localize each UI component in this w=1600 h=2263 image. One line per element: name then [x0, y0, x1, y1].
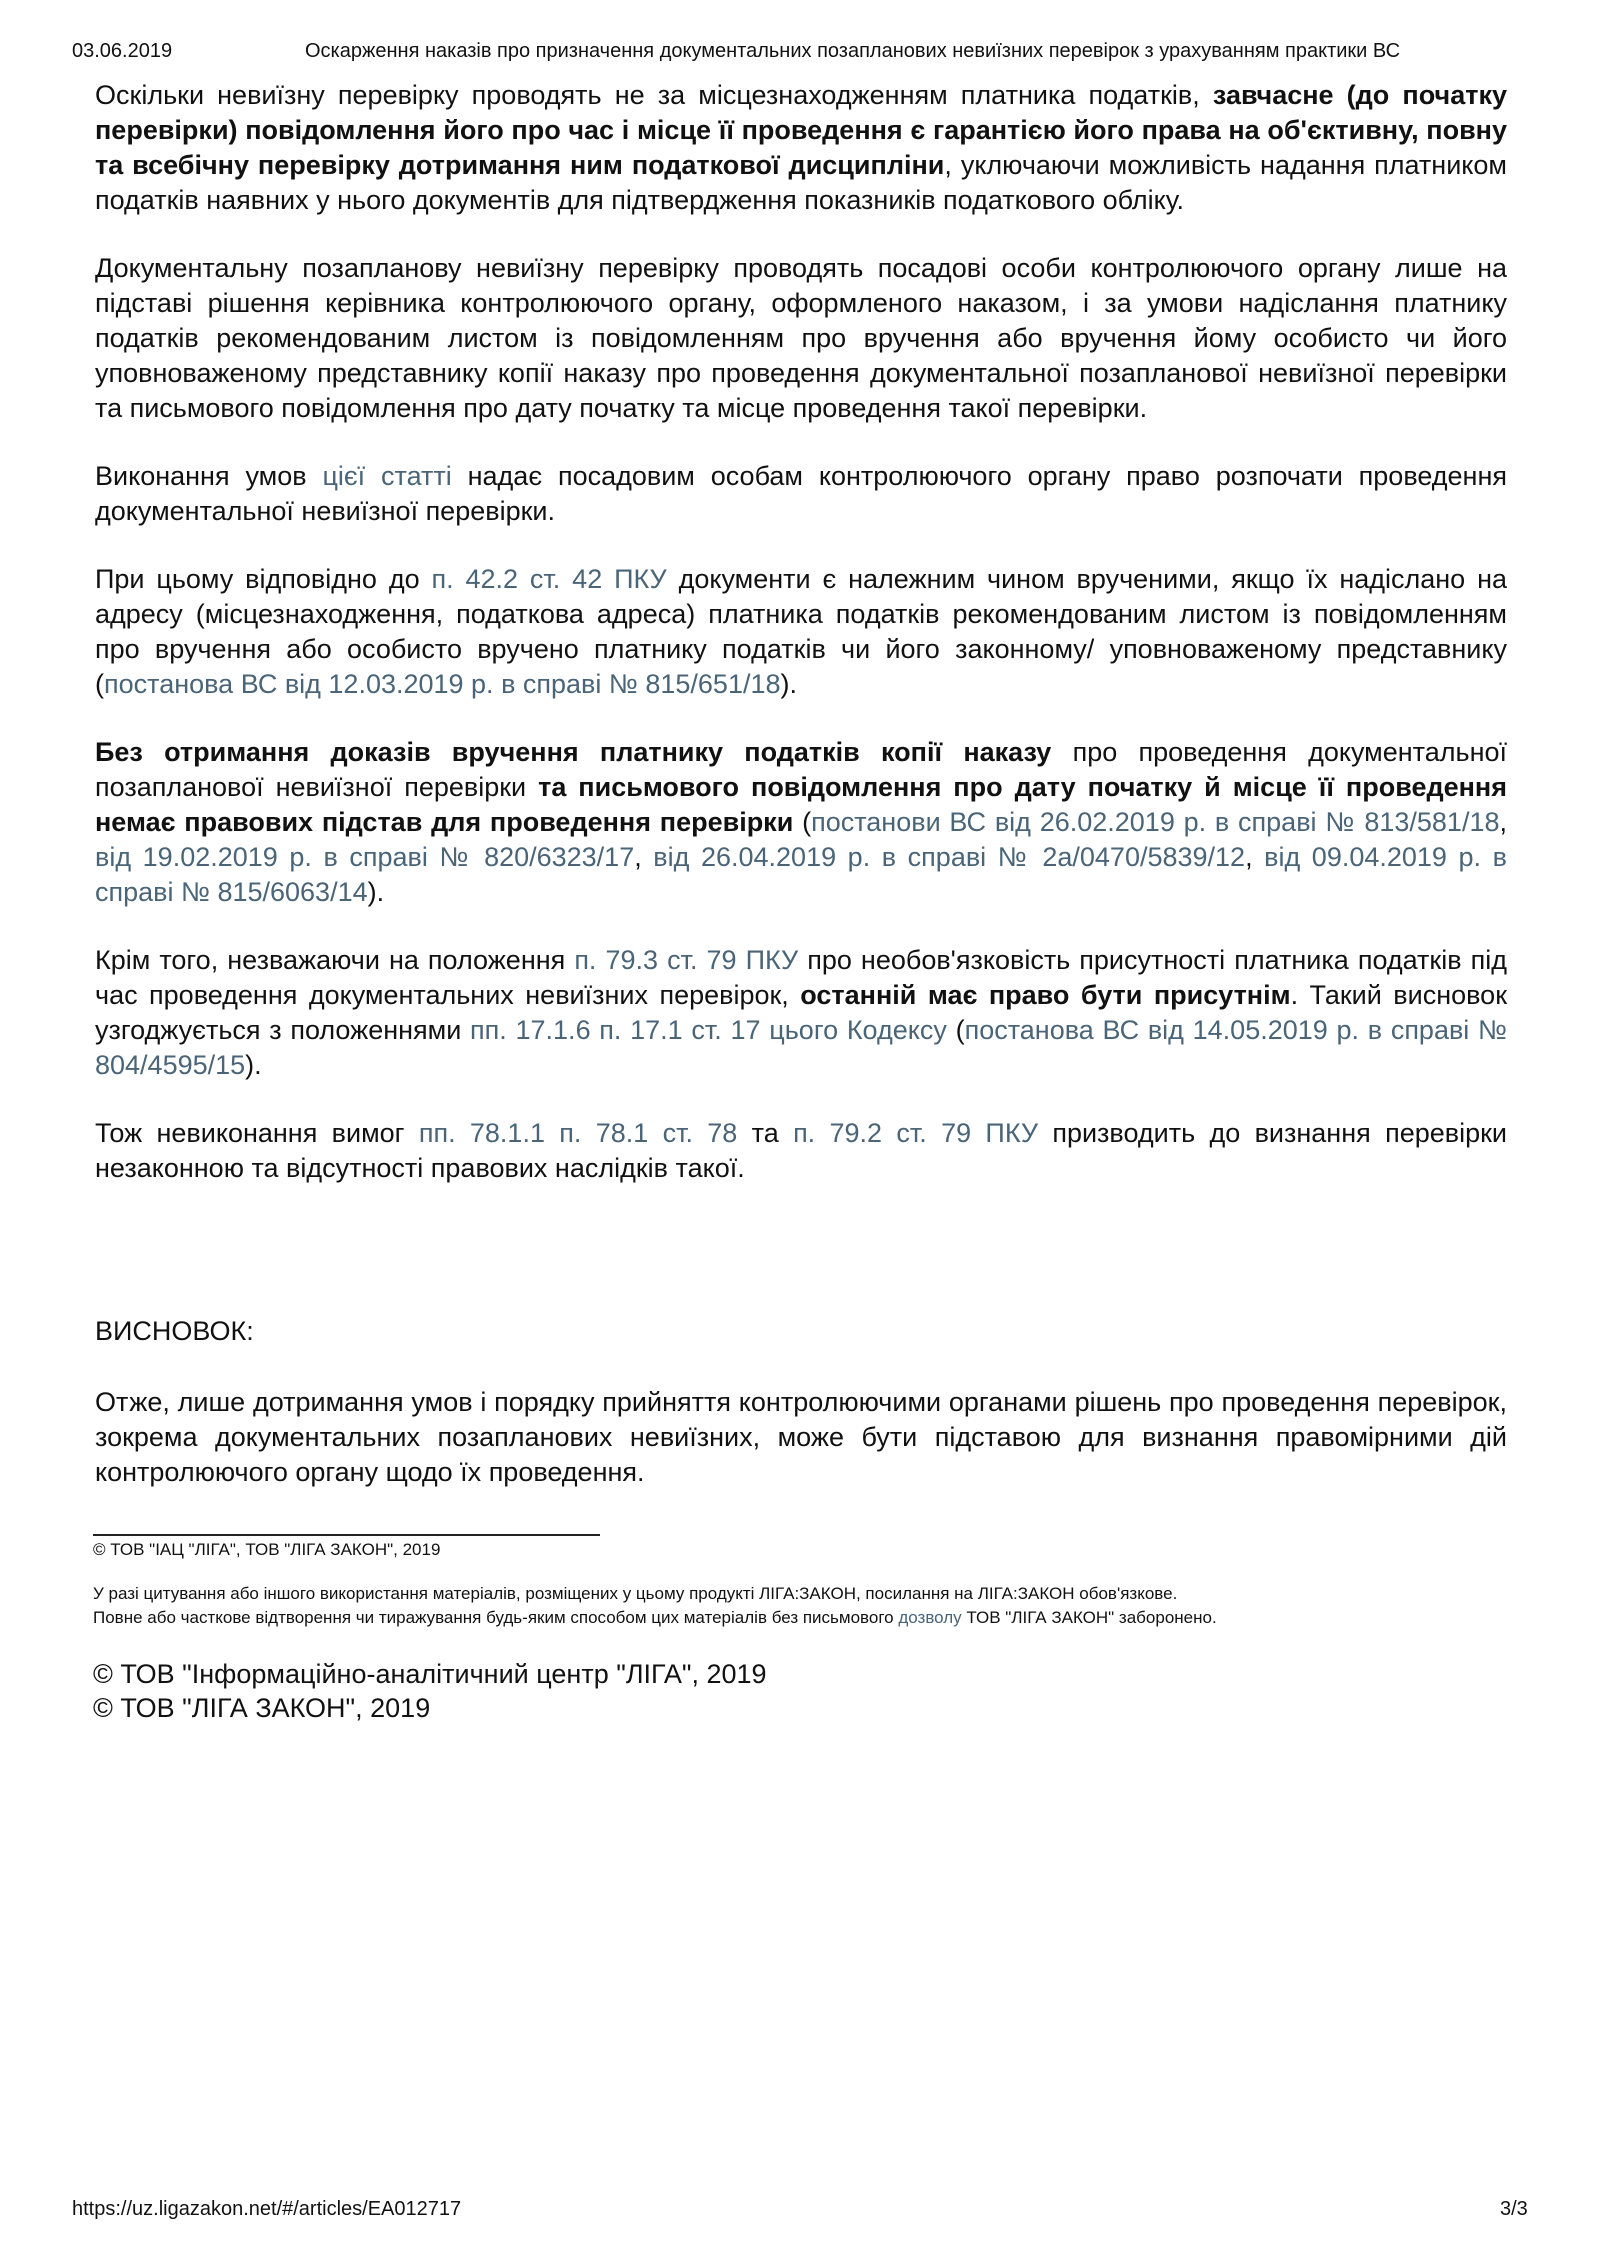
paragraph-text: призводить до визнання перевірки незаконною та відсутності правових наслідків такої. [95, 1118, 1507, 1183]
article-paragraph [95, 562, 1507, 702]
copyright-block [93, 1657, 767, 1725]
reference-link[interactable]: від 09.04.2019 р. в справі № 815/6063/14 [95, 842, 1507, 907]
usage-notice-line-2 [93, 1606, 1217, 1630]
paragraph-text: про проведення документальної позапланової невиїзної перевірки [95, 737, 1507, 802]
reference-link[interactable]: п. 79.2 ст. 79 ПКУ [793, 1118, 1039, 1148]
emphasis-text: завчасне (до початку перевірки) повідомлення його про час і місце її проведення є гарантією його права на об'єктивну, повну та всебічну перевірку дотримання ним податкової дисципліни [95, 80, 1507, 180]
emphasis-text: та письмового повідомлення про дату початку й місце її проведення немає правових підстав для проведення перевірки [95, 772, 1507, 837]
article-paragraph [95, 251, 1507, 426]
copyright-liga-center: © ТОВ "Інформаційно-аналітичний центр "ЛІГА", 2019 [93, 1659, 767, 1689]
paragraph-text: Тож невиконання вимог [95, 1118, 419, 1148]
article-paragraph [95, 735, 1507, 910]
paragraph-text: , [1245, 842, 1265, 872]
print-date: 03.06.2019 [72, 40, 173, 62]
page-number: 3/3 [1500, 2198, 1528, 2220]
copyright-liga-zakon: © ТОВ "ЛІГА ЗАКОН", 2019 [93, 1693, 431, 1723]
conclusion-text: Отже, лише дотримання умов і порядку прийняття контролюючими органами рішень про проведення перевірок, зокрема документальних позапланових невиїзних, може бути підставою для визнання правомірними дій контролюючого органу щодо їх проведення. [95, 1387, 1507, 1487]
reference-link[interactable]: п. 42.2 ст. 42 ПКУ [431, 564, 667, 594]
reference-link[interactable]: п. 79.3 ст. 79 ПКУ [574, 945, 799, 975]
paragraph-text: . Такий висновок узгоджується з положеннями [95, 980, 1508, 1045]
page-url: https://uz.ligazakon.net/#/articles/EA012717 [72, 2198, 462, 2220]
article-body [95, 78, 1507, 1186]
paragraph-text: , уключаючи можливість надання платником податків наявних у нього документів для підтвердження показників податкового обліку. [95, 150, 1507, 215]
reference-link[interactable]: від 19.02.2019 р. в справі № 820/6323/17 [95, 842, 635, 872]
article-paragraph [95, 459, 1507, 529]
article-paragraph [95, 78, 1507, 218]
reference-link[interactable]: пп. 78.1.1 п. 78.1 ст. 78 [418, 1118, 738, 1148]
paragraph-text: ( [793, 807, 812, 837]
permission-link[interactable]: дозволу [898, 1608, 962, 1627]
paragraph-text: Документальну позапланову невиїзну перевірку проводять посадові особи контролюючого органу лише на підставі рішення керівника контролюючого органу, оформленого наказом, і за умови надіслання платнику податків рекомендованим листом із повідомленням про вручення або вручення йому особисто чи його уповноваженому представнику копії наказу про проведення документальної позапланової невиїзної перевірки та письмового повідомлення про дату початку та місце проведення такої перевірки. [95, 253, 1507, 423]
article-paragraph [95, 943, 1507, 1083]
emphasis-text: Без отримання доказів вручення платнику податків копії наказу [95, 737, 1052, 767]
usage-notice [93, 1582, 1217, 1630]
usage-notice-text: Повне або часткове відтворення чи тиражування будь-яким способом цих матеріалів без письмового [93, 1608, 899, 1627]
reference-link[interactable]: постанова ВС від 12.03.2019 р. в справі № 815/651/18 [104, 669, 781, 699]
reference-link[interactable]: пп. 17.1.6 п. 17.1 ст. 17 цього Кодексу [470, 1015, 947, 1045]
footnote-separator [93, 1534, 600, 1536]
reference-link[interactable]: постанови ВС від 26.02.2019 р. в справі № 813/581/18 [811, 807, 1500, 837]
paragraph-text: ). [245, 1050, 262, 1080]
paragraph-text: Оскільки невиїзну перевірку проводять не за місцезнаходженням платника податків, [95, 80, 1213, 110]
emphasis-text: останній має право бути присутнім [800, 980, 1291, 1010]
paragraph-text: та [737, 1118, 794, 1148]
document-title: Оскарження наказів про призначення документальних позапланових невиїзних перевірок з урахуванням практики ВС [305, 40, 1401, 62]
paragraph-text: документи є належним чином врученими, якщо їх надіслано на адресу (місцезнаходження, податкова адреса) платника податків рекомендованим листом із повідомленням про вручення або особисто вручено платнику податків чи його законному/ уповноваженому представнику ( [95, 564, 1508, 699]
copyright-short: © ТОВ "ІАЦ "ЛІГА", ТОВ "ЛІГА ЗАКОН", 2019 [93, 1540, 441, 1559]
article-paragraph [95, 1116, 1507, 1186]
paragraph-text: про необов'язковість присутності платника податків під час проведення документальних невиїзних перевірок, [95, 945, 1508, 1010]
conclusion-heading: ВИСНОВОК: [95, 1316, 254, 1346]
usage-notice-text-end: ТОВ "ЛІГА ЗАКОН" заборонено. [961, 1608, 1217, 1627]
usage-notice-line-1: У разі цитування або іншого використання матеріалів, розміщених у цьому продукті ЛІГА:ЗАКОН, посилання на ЛІГА:ЗАКОН обов'язкове. [93, 1584, 1178, 1603]
paragraph-text: Виконання умов [95, 461, 323, 491]
paragraph-text: ). [367, 877, 385, 907]
reference-link[interactable]: цієї статті [322, 461, 452, 491]
paragraph-text: , [634, 842, 654, 872]
paragraph-text: ). [780, 669, 798, 699]
paragraph-text: надає посадовим особам контролюючого органу право розпочати проведення документальної невиїзної перевірки. [95, 461, 1507, 526]
paragraph-text: Крім того, незважаючи на положення [95, 945, 575, 975]
reference-link[interactable]: постанова ВС від 14.05.2019 р. в справі № 804/4595/15 [95, 1015, 1507, 1080]
paragraph-text: , [1499, 807, 1507, 837]
paragraph-text: ( [946, 1015, 965, 1045]
paragraph-text: При цьому відповідно до [95, 564, 432, 594]
reference-link[interactable]: від 26.04.2019 р. в справі № 2а/0470/5839/12 [653, 842, 1246, 872]
